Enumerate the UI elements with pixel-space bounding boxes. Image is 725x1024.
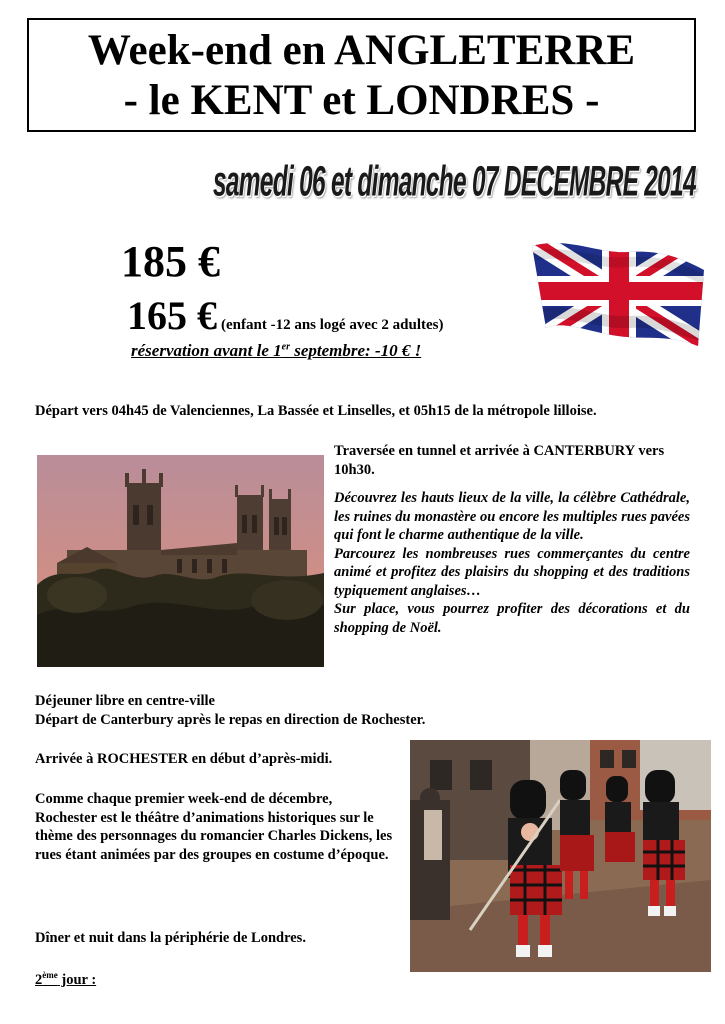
lunch-line-1: Déjeuner libre en centre-ville [35,693,215,709]
lunch-line-2: Départ de Canterbury après le repas en direction de Rochester. [35,711,426,728]
price-adult: 185 € [121,237,220,286]
discover-paragraph-3: Sur place, vous pourrez profiter des décorations et du shopping de Noël. [334,601,690,636]
day-2-heading [35,966,96,989]
canterbury-cathedral-image [37,455,324,667]
departure-text: Départ vers 04h45 de Valenciennes, La Bassée et Linselles, et 05h15 de la métropole lilloise. [35,403,597,419]
reservation-text-before: réservation avant le 1 [131,341,282,360]
price-child-note: (enfant -12 ans logé avec 2 adultes) [221,317,444,333]
dinner-text: Dîner et nuit dans la périphérie de Londres. [35,930,306,946]
reservation-offer [131,341,421,361]
day-2-label: jour : [57,971,97,988]
title-line-2: - le KENT et LONDRES - [123,77,600,124]
title-box [27,18,696,132]
rochester-arrival-text: Arrivée à ROCHESTER en début d’après-midi. [35,751,333,767]
price-child: 165 € [127,293,217,338]
day-2-superscript: ème [42,970,58,980]
date-banner: samedi 06 et dimanche 07 DECEMBRE 2014 [213,158,696,206]
discover-paragraph-1: Découvrez les hauts lieux de la ville, la célèbre Cathédrale, les ruines du monastère ou encore les multiples rues pavées qui font le charme authentique de la ville. [334,490,690,543]
reservation-superscript: er [281,341,290,353]
discover-paragraph-2: Parcourez les nombreuses rues commerçantes du centre animé et profitez des plaisirs du shopping et des traditions typiquement anglaises… [334,545,690,599]
canterbury-description [334,489,690,637]
dickens-festival-text: Comme chaque premier week-end de décembre, Rochester est le théâtre d’animations historiques sur le thème des personnages du romancier Charles Dickens, les rues étant animées par des groupes en costume d’époque. [35,791,393,863]
reservation-text-after: septembre: -10 € ! [289,341,422,360]
price-child-row [127,292,443,339]
union-jack-flag-icon [528,236,706,348]
lunch-text [35,692,675,729]
tunnel-arrival-text: Traversée en tunnel et arrivée à CANTERBURY vers 10h30. [334,443,665,478]
bagpipers-parade-image [410,740,711,972]
day-2-number: 2 [35,971,43,988]
title-line-1: Week-end en ANGLETERRE [87,27,636,74]
